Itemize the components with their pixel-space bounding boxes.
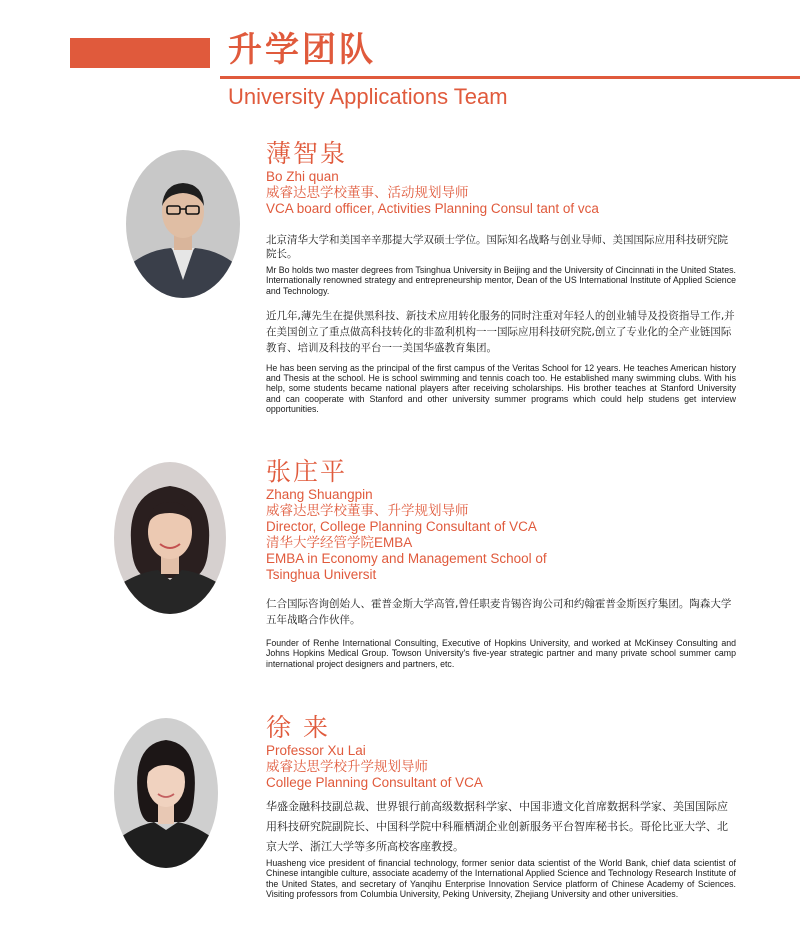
portrait-zhang-shuangpin bbox=[114, 462, 226, 614]
page-subtitle: University Applications Team bbox=[228, 84, 508, 109]
member-role-en: Director, College Planning Consultant of VCA bbox=[266, 519, 537, 534]
header-divider bbox=[220, 76, 800, 79]
portrait-xu-lai bbox=[114, 718, 218, 868]
portrait-bo-zhiquan bbox=[126, 150, 240, 298]
member-role-cn: 威睿达思学校董事、升学规划导师 bbox=[266, 503, 469, 518]
member-role-cn: 威睿达思学校升学规划导师 bbox=[266, 759, 428, 774]
member-bio-cn: 北京清华大学和美国辛辛那提大学双硕士学位。国际知名战略与创业导师、美国国际应用科技研究院院长。 bbox=[266, 234, 728, 260]
profile-bo-zhiquan bbox=[266, 139, 736, 414]
header-accent-bar bbox=[70, 38, 210, 68]
member-bio-en: Founder of Renhe International Consulting, Executive of Hopkins University, and worked at McKinsey Consulting and Johns Hopkins Medical Group. Towson University's five-year strategic partner and many private school summer camp international project designers and partners, etc. bbox=[266, 638, 736, 669]
member-bio-en: Huasheng vice president of financial technology, former senior data scientist of the World Bank, chief data scientist of Chinese intangible culture, associate academy of the International Applied Science and Technology Research Institute of the United States, and secretary of Yanqihu Enterprise Innovation Service platform of Chinese Academy of Sciences. Visiting professors from Columbia University, Peking University, Zhejiang University and other universities. bbox=[266, 858, 736, 899]
member-bio-cn: 华盛金融科技副总裁、世界银行前高级数据科学家、中国非遗文化首席数据科学家、美国国际应用科技研究院副院长、中国科学院中科雁栖湖企业创新服务平台智库秘书长。哥伦比亚大学、北京大学、浙江大学等多所高校客座教授。 bbox=[266, 800, 728, 853]
member-name-cn: 张庄平 bbox=[266, 457, 348, 486]
member-role-cn: 威睿达思学校董事、活动规划导师 bbox=[266, 185, 469, 200]
member-bio-en: Mr Bo holds two master degrees from Tsinghua University in Beijing and the University of Cincinnati in the United States. Internationally renowned strategy and entrepreneurship mentor, Dean of the US International Institute of Applied Science and Technology. bbox=[266, 265, 736, 296]
profile-xu-lai bbox=[266, 713, 736, 899]
member-role-en: College Planning Consultant of VCA bbox=[266, 775, 483, 790]
member-bio-cn: 近几年,薄先生在提供黑科技、新技术应用转化服务的同时注重对年轻人的创业辅导及投资指导工作,并在美国创立了重点做高科技转化的非盈利机构一一国际应用科技研究院,创立了专业化的全产业链国际教育、培训及科技的平台一一美国华盛教育集团。 bbox=[266, 309, 735, 354]
member-education-cn: 清华大学经管学院EMBA bbox=[266, 535, 413, 550]
member-name-en: Professor Xu Lai bbox=[266, 743, 366, 758]
member-name-en: Zhang Shuangpin bbox=[266, 487, 373, 502]
page-title: 升学团队 bbox=[228, 30, 376, 70]
member-name-cn: 薄智泉 bbox=[266, 139, 348, 168]
member-role-en: VCA board officer, Activities Planning Consul tant of vca bbox=[266, 201, 599, 216]
member-education-en: Tsinghua Universit bbox=[266, 567, 377, 582]
member-name-en: Bo Zhi quan bbox=[266, 169, 339, 184]
member-name-cn: 徐 来 bbox=[266, 713, 330, 742]
member-education-en: EMBA in Economy and Management School of bbox=[266, 551, 547, 566]
member-bio-en: He has been serving as the principal of the first campus of the Veritas School for 12 years. He teaches American history and Thesis at the school. He is school swimming and tennis coach too. He established many swimming clubs. With his help, some students became national players after receiving scholarships. His brother teaches at Stanford University and can cooperate with Stanford and other university summer programs which could help studens get interview opportunities. bbox=[266, 362, 736, 415]
member-bio-cn: 仁合国际咨询创始人、霍普金斯大学高管,曾任职麦肯锡咨询公司和约翰霍普金斯医疗集团。陶森大学五年战略合作伙伴。 bbox=[266, 598, 732, 626]
profile-zhang-shuangpin bbox=[266, 457, 736, 669]
